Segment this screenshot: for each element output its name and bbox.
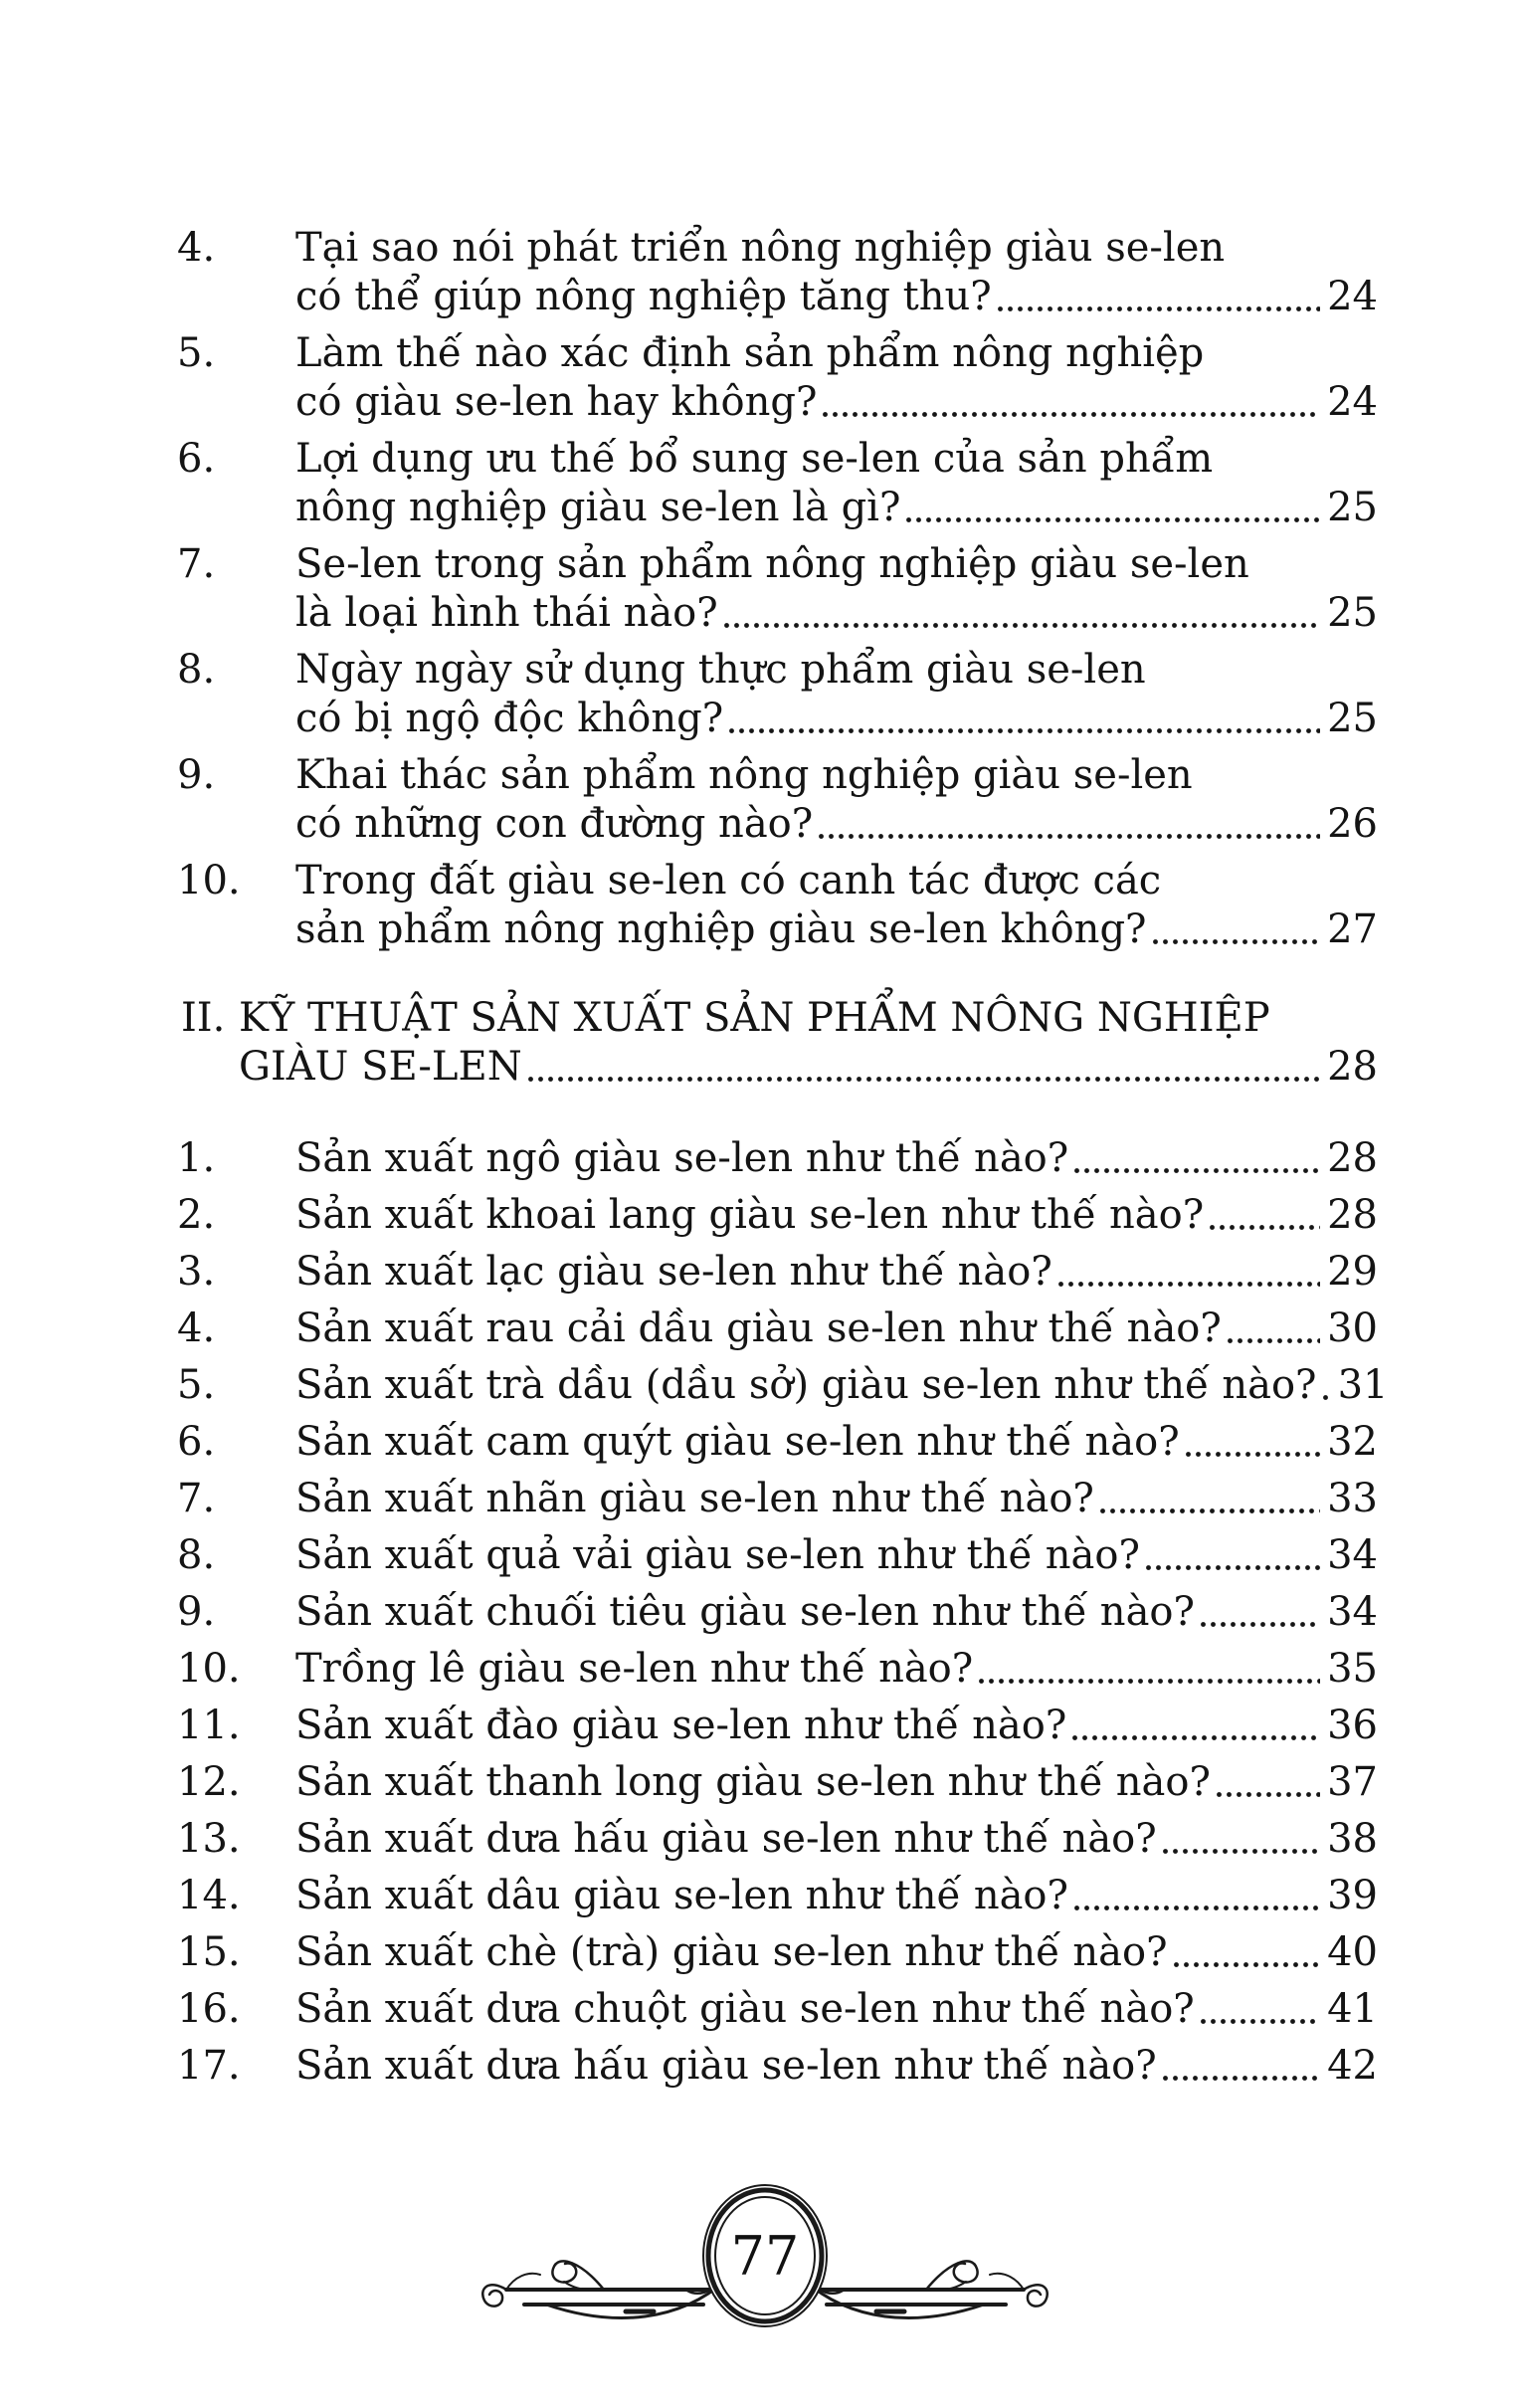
toc-entry-page-number: 41	[1327, 1986, 1378, 2032]
dotted-leader	[1321, 1361, 1335, 1410]
toc-entry-body	[295, 1134, 1378, 1183]
section-title-line1: KỸ THUẬT SẢN XUẤT SẢN PHẨM NÔNG NGHIỆP	[239, 995, 1270, 1041]
toc-entry-page-number: 28	[1327, 1135, 1378, 1181]
toc-entry-page-number: 24	[1327, 379, 1378, 425]
toc-entry-body	[295, 1872, 1378, 1920]
toc-entry-text: Làm thế nào xác định sản phẩm nông nghiệp	[295, 330, 1205, 376]
toc-entry-page-number: 27	[1327, 906, 1378, 952]
dotted-leader	[1151, 905, 1325, 954]
toc-entry-text: Sản xuất lạc giàu se-len như thế nào?	[295, 1249, 1052, 1295]
dotted-leader	[1215, 1758, 1324, 1807]
toc-entry-page-number: 34	[1327, 1589, 1378, 1635]
toc-entry-text: Sản xuất khoai lang giàu se-len như thế nào?	[295, 1192, 1205, 1238]
toc-entry-text: Sản xuất thanh long giàu se-len như thế nào?	[295, 1759, 1211, 1805]
dotted-leader	[977, 1645, 1324, 1694]
toc-entry	[177, 1645, 1378, 1694]
toc-entry-number: 11.	[177, 1703, 241, 1748]
toc-entry-text: Sản xuất chè (trà) giàu se-len như thế nào?	[295, 1929, 1168, 1975]
toc-entry-page-number: 29	[1327, 1249, 1378, 1295]
table-of-contents	[177, 224, 1389, 2099]
toc-entry-number: 9.	[177, 752, 216, 798]
toc-entry-page-number: 35	[1327, 1646, 1378, 1692]
dotted-leader	[1199, 1985, 1324, 2034]
toc-entry	[177, 329, 1378, 427]
toc-entry-body	[295, 224, 1378, 321]
toc-entry-last-line	[295, 1588, 1378, 1637]
toc-entry	[177, 1815, 1378, 1864]
toc-entry-text: Trong đất giàu se-len có canh tác được các	[295, 858, 1162, 903]
toc-entry-last-line	[295, 1645, 1378, 1694]
toc-entry-body	[295, 1645, 1378, 1694]
toc-entry	[177, 2042, 1378, 2091]
toc-entry-number: 16.	[177, 1986, 241, 2032]
toc-entry-text: Sản xuất dưa hấu giàu se-len như thế nào?	[295, 2043, 1157, 2089]
toc-entry-text: Lợi dụng ưu thế bổ sung se-len của sản phẩm	[295, 436, 1214, 482]
toc-entry-body	[295, 857, 1378, 954]
toc-entry-number: 4.	[177, 1305, 216, 1351]
toc-entry-text: Tại sao nói phát triển nông nghiệp giàu se-len	[295, 225, 1226, 271]
toc-entry-text: Sản xuất trà dầu (dầu sở) giàu se-len như thế nào?	[295, 1362, 1317, 1408]
dotted-leader	[817, 800, 1324, 849]
dotted-leader	[1199, 1588, 1324, 1637]
toc-entry-number: 10.	[177, 1646, 241, 1692]
toc-entry-body	[295, 1248, 1378, 1297]
toc-entry	[177, 1588, 1378, 1637]
toc-entry	[177, 435, 1378, 532]
toc-entry-last-line	[295, 1134, 1378, 1183]
toc-entry-body	[295, 540, 1378, 638]
toc-entry-last-line	[295, 2042, 1378, 2091]
toc-entry-page-number: 39	[1327, 1873, 1378, 1918]
toc-entry-last-line	[295, 905, 1378, 954]
toc-entry-body	[295, 1815, 1378, 1864]
section-page-number: 28	[1327, 1044, 1378, 1090]
toc-entry-last-line	[295, 1815, 1378, 1864]
toc-entry-text: nông nghiệp giàu se-len là gì?	[295, 485, 901, 530]
toc-section-1-items	[177, 224, 1378, 954]
dotted-leader	[526, 1043, 1324, 1092]
toc-entry-number: 6.	[177, 1419, 216, 1465]
toc-entry-number: 7.	[177, 1476, 216, 1521]
dotted-leader	[1072, 1134, 1324, 1183]
toc-entry-body	[295, 329, 1378, 427]
section-number: II.	[181, 995, 226, 1041]
toc-entry	[177, 1872, 1378, 1920]
toc-entry-number: 13.	[177, 1816, 241, 1862]
toc-section-heading	[181, 994, 1378, 1092]
dotted-leader	[1184, 1418, 1324, 1467]
toc-entry-text: Sản xuất dâu giàu se-len như thế nào?	[295, 1873, 1068, 1918]
toc-entry-body	[295, 1928, 1378, 1977]
toc-entry-last-line	[295, 484, 1378, 532]
toc-entry-text: có bị ngộ độc không?	[295, 696, 724, 741]
toc-entry-page-number: 34	[1327, 1532, 1378, 1578]
section-heading-body	[239, 994, 1378, 1092]
toc-entry-last-line	[295, 1418, 1378, 1467]
toc-entry-body	[295, 751, 1378, 849]
dotted-leader	[1161, 1815, 1324, 1864]
toc-entry-body	[295, 646, 1378, 743]
toc-entry-body	[295, 1758, 1378, 1807]
dotted-leader	[1172, 1928, 1324, 1977]
toc-entry-text: có những con đường nào?	[295, 801, 814, 847]
toc-entry-body	[295, 1702, 1378, 1750]
toc-entry-body	[295, 1304, 1378, 1353]
toc-entry-body	[295, 1191, 1378, 1240]
toc-entry-page-number: 30	[1327, 1305, 1378, 1351]
dotted-leader	[1226, 1304, 1324, 1353]
toc-entry-last-line	[295, 378, 1378, 427]
toc-entry-number: 1.	[177, 1135, 216, 1181]
dotted-leader	[996, 273, 1324, 321]
toc-entry-text: Sản xuất rau cải dầu giàu se-len như thế nào?	[295, 1305, 1222, 1351]
toc-entry-text: Sản xuất ngô giàu se-len như thế nào?	[295, 1135, 1069, 1181]
toc-entry	[177, 1531, 1378, 1580]
toc-entry	[177, 1418, 1378, 1467]
toc-entry-number: 5.	[177, 330, 216, 376]
toc-entry-body	[295, 1418, 1378, 1467]
toc-entry	[177, 1475, 1378, 1523]
toc-entry-text: Sản xuất chuối tiêu giàu se-len như thế nào?	[295, 1589, 1195, 1635]
toc-entry-page-number: 25	[1327, 590, 1378, 636]
toc-entry-text: Sản xuất dưa chuột giàu se-len như thế nào?	[295, 1986, 1195, 2032]
toc-entry-last-line	[295, 1985, 1378, 2034]
toc-entry-page-number: 31	[1337, 1362, 1389, 1408]
toc-entry-last-line	[295, 1702, 1378, 1750]
toc-entry-page-number: 28	[1327, 1192, 1378, 1238]
toc-entry-number: 6.	[177, 436, 216, 482]
toc-entry	[177, 1248, 1378, 1297]
toc-entry	[177, 1702, 1378, 1750]
folio-page-number: 77	[730, 2225, 799, 2288]
toc-entry	[177, 540, 1378, 638]
toc-section-2-items	[177, 1134, 1389, 2091]
toc-entry-number: 14.	[177, 1873, 241, 1918]
toc-entry	[177, 857, 1378, 954]
toc-entry	[177, 751, 1378, 849]
toc-entry-text: Trồng lê giàu se-len như thế nào?	[295, 1646, 974, 1692]
toc-entry-page-number: 42	[1327, 2043, 1378, 2089]
toc-entry-page-number: 32	[1327, 1419, 1378, 1465]
toc-entry-page-number: 33	[1327, 1476, 1378, 1521]
toc-entry-text: Sản xuất cam quýt giàu se-len như thế nào?	[295, 1419, 1180, 1465]
section-title-last-line	[239, 1043, 1378, 1092]
toc-entry-body	[295, 1531, 1378, 1580]
toc-entry-number: 8.	[177, 647, 216, 693]
toc-entry-page-number: 26	[1327, 801, 1378, 847]
toc-entry-last-line	[295, 1928, 1378, 1977]
toc-entry	[177, 646, 1378, 743]
footer-flourish-graphic	[477, 2129, 1053, 2358]
dotted-leader	[1072, 1872, 1324, 1920]
toc-entry	[177, 1928, 1378, 1977]
dotted-leader	[1161, 2042, 1324, 2091]
dotted-leader	[821, 378, 1324, 427]
toc-entry	[177, 1191, 1378, 1240]
toc-entry-page-number: 25	[1327, 485, 1378, 530]
dotted-leader	[1056, 1248, 1324, 1297]
toc-entry	[177, 224, 1378, 321]
section-title-line2: GIÀU SE-LEN	[239, 1044, 522, 1090]
toc-entry	[177, 1304, 1378, 1353]
toc-entry-number: 15.	[177, 1929, 241, 1975]
toc-entry-last-line	[295, 1531, 1378, 1580]
toc-entry-page-number: 40	[1327, 1929, 1378, 1975]
toc-entry-number: 2.	[177, 1192, 216, 1238]
toc-entry-last-line	[295, 1475, 1378, 1523]
toc-entry-number: 3.	[177, 1249, 216, 1295]
toc-entry-last-line	[295, 800, 1378, 849]
dotted-leader	[727, 695, 1324, 743]
toc-entry-last-line	[295, 1191, 1378, 1240]
toc-entry-number: 4.	[177, 225, 216, 271]
toc-entry-text: Sản xuất quả vải giàu se-len như thế nào?	[295, 1532, 1140, 1578]
dotted-leader	[904, 484, 1324, 532]
toc-entry-number: 5.	[177, 1362, 216, 1408]
toc-entry	[177, 1985, 1378, 2034]
toc-entry-text: Sản xuất dưa hấu giàu se-len như thế nào?	[295, 1816, 1157, 1862]
dotted-leader	[1144, 1531, 1324, 1580]
toc-entry-last-line	[295, 589, 1378, 638]
toc-entry-body	[295, 2042, 1378, 2091]
dotted-leader	[1208, 1191, 1324, 1240]
toc-entry	[177, 1134, 1378, 1183]
dotted-leader	[722, 589, 1324, 638]
toc-entry-text: Sản xuất nhãn giàu se-len như thế nào?	[295, 1476, 1094, 1521]
toc-entry-text: có thể giúp nông nghiệp tăng thu?	[295, 274, 992, 319]
toc-entry-last-line	[295, 1361, 1389, 1410]
toc-entry-last-line	[295, 1758, 1378, 1807]
toc-entry-text: có giàu se-len hay không?	[295, 379, 818, 425]
toc-entry-page-number: 24	[1327, 274, 1378, 319]
toc-entry-text: là loại hình thái nào?	[295, 590, 718, 636]
toc-entry-number: 7.	[177, 541, 216, 587]
toc-entry	[177, 1758, 1378, 1807]
toc-entry-text: Khai thác sản phẩm nông nghiệp giàu se-len	[295, 752, 1193, 798]
toc-entry-text: Se-len trong sản phẩm nông nghiệp giàu se-len	[295, 541, 1249, 587]
toc-entry-page-number: 25	[1327, 696, 1378, 741]
toc-entry-last-line	[295, 1872, 1378, 1920]
toc-entry-body	[295, 1985, 1378, 2034]
toc-entry-last-line	[295, 1304, 1378, 1353]
toc-entry-last-line	[295, 1248, 1378, 1297]
toc-entry-body	[295, 435, 1378, 532]
dotted-leader	[1070, 1702, 1324, 1750]
toc-entry-number: 10.	[177, 858, 241, 903]
toc-entry-number: 8.	[177, 1532, 216, 1578]
toc-entry-page-number: 37	[1327, 1759, 1378, 1805]
toc-entry-last-line	[295, 273, 1378, 321]
dotted-leader	[1098, 1475, 1324, 1523]
toc-entry-page-number: 36	[1327, 1703, 1378, 1748]
toc-entry-text: Ngày ngày sử dụng thực phẩm giàu se-len	[295, 647, 1146, 693]
toc-entry-last-line	[295, 695, 1378, 743]
toc-entry-body	[295, 1361, 1389, 1410]
toc-entry	[177, 1361, 1389, 1410]
toc-entry-number: 17.	[177, 2043, 241, 2089]
toc-entry-page-number: 38	[1327, 1816, 1378, 1862]
footer-ornament	[477, 2129, 1053, 2358]
toc-entry-number: 12.	[177, 1759, 241, 1805]
toc-entry-body	[295, 1475, 1378, 1523]
toc-entry-body	[295, 1588, 1378, 1637]
toc-entry-number: 9.	[177, 1589, 216, 1635]
toc-entry-text: sản phẩm nông nghiệp giàu se-len không?	[295, 906, 1147, 952]
toc-entry-text: Sản xuất đào giàu se-len như thế nào?	[295, 1703, 1067, 1748]
